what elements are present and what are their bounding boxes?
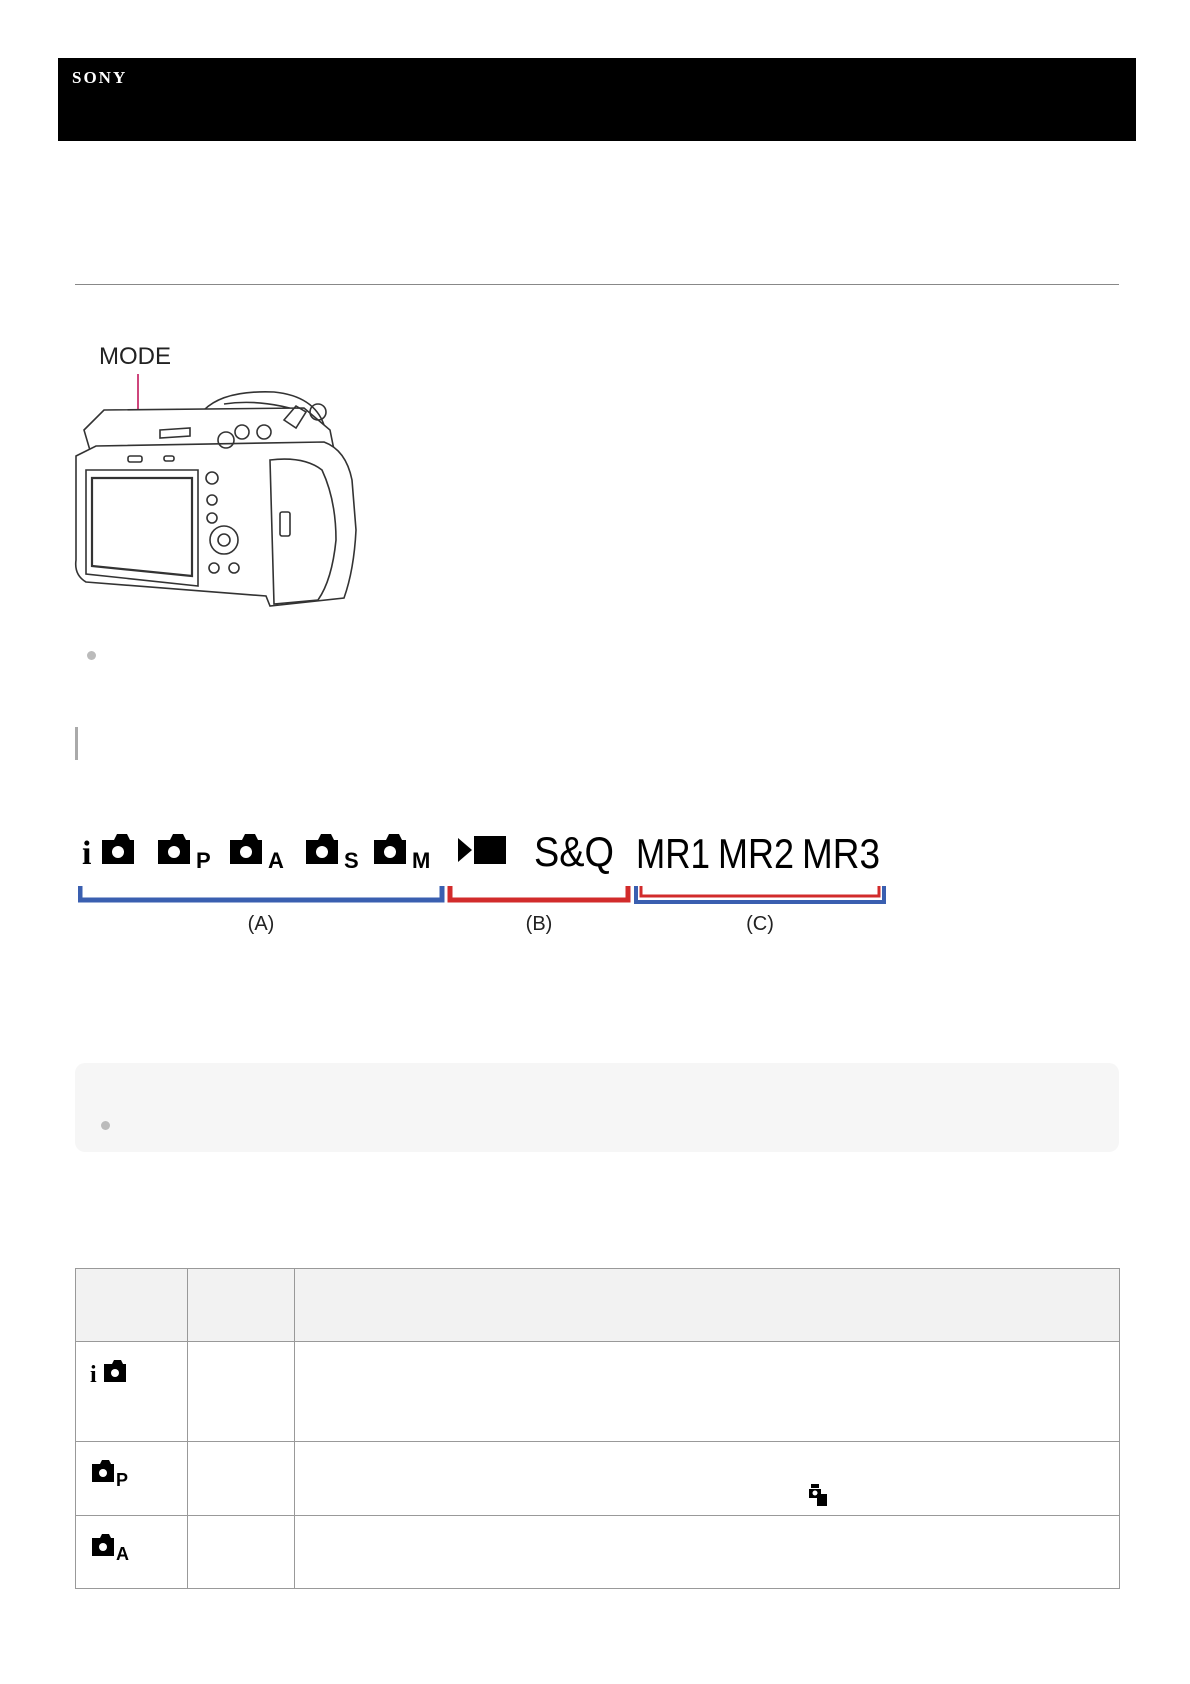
table-icon-cell (76, 1342, 188, 1442)
table-row (76, 1442, 1120, 1516)
table-mode-letter: A (116, 1544, 129, 1564)
mode-table (75, 1268, 1120, 1589)
mode-label-mr3: MR3 (802, 830, 880, 877)
mode-label-sq: S&Q (534, 828, 614, 875)
header-bar (58, 58, 1136, 141)
svg-text:M: M (412, 848, 431, 873)
table-cell (295, 1342, 1120, 1442)
group-a-bracket (80, 886, 442, 900)
camera-intelligent-auto-icon (90, 1356, 134, 1386)
movie-icon (458, 836, 506, 864)
brand-logo: SONY (72, 68, 128, 87)
table-header-cell (76, 1269, 188, 1342)
mode-label-mr1: MR1 (636, 830, 710, 877)
table-cell (295, 1516, 1120, 1589)
mode-callout-label: MODE (99, 343, 171, 370)
shutter-priority-icon (306, 834, 359, 873)
svg-text:i: i (82, 835, 92, 872)
svg-text:A: A (268, 848, 284, 873)
mode-label-mr2: MR2 (718, 830, 794, 877)
table-row (76, 1516, 1120, 1589)
table-row (76, 1342, 1120, 1442)
table-icon-cell (76, 1516, 188, 1589)
camera-program-auto-icon (90, 1456, 140, 1490)
table-cell (188, 1342, 295, 1442)
manual-exposure-icon (374, 834, 430, 873)
group-c-bracket-inner (641, 886, 879, 896)
svg-text:i: i (90, 1362, 97, 1386)
camera-aperture-priority-icon (90, 1530, 140, 1564)
group-a-label: (A) (247, 913, 275, 935)
note-bullet (87, 651, 96, 660)
section-heading-marker (75, 727, 78, 760)
note-box (75, 1063, 1119, 1152)
table-header-cell (188, 1269, 295, 1342)
aperture-priority-icon (230, 834, 284, 873)
table-header-row (76, 1269, 1120, 1342)
note-bullet (101, 1121, 110, 1130)
group-c-label: (C) (746, 913, 774, 935)
svg-text:P: P (196, 848, 211, 873)
table-header-cell (295, 1269, 1120, 1342)
intelligent-auto-icon (82, 834, 134, 872)
svg-text:S: S (344, 848, 359, 873)
camera-glyph-group (82, 834, 506, 873)
program-auto-icon (158, 834, 211, 873)
camera-illustration (74, 370, 374, 630)
title-divider (75, 284, 1119, 285)
table-icon-cell (76, 1442, 188, 1516)
group-c-bracket-outer (636, 886, 884, 902)
table-cell (295, 1442, 1120, 1516)
program-shift-icon (807, 1480, 831, 1508)
table-cell (188, 1516, 295, 1589)
table-cell (188, 1442, 295, 1516)
group-b-bracket (450, 886, 628, 900)
table-mode-letter: P (116, 1470, 129, 1490)
mode-dial-diagram (78, 820, 918, 940)
group-b-label: (B) (525, 913, 553, 935)
